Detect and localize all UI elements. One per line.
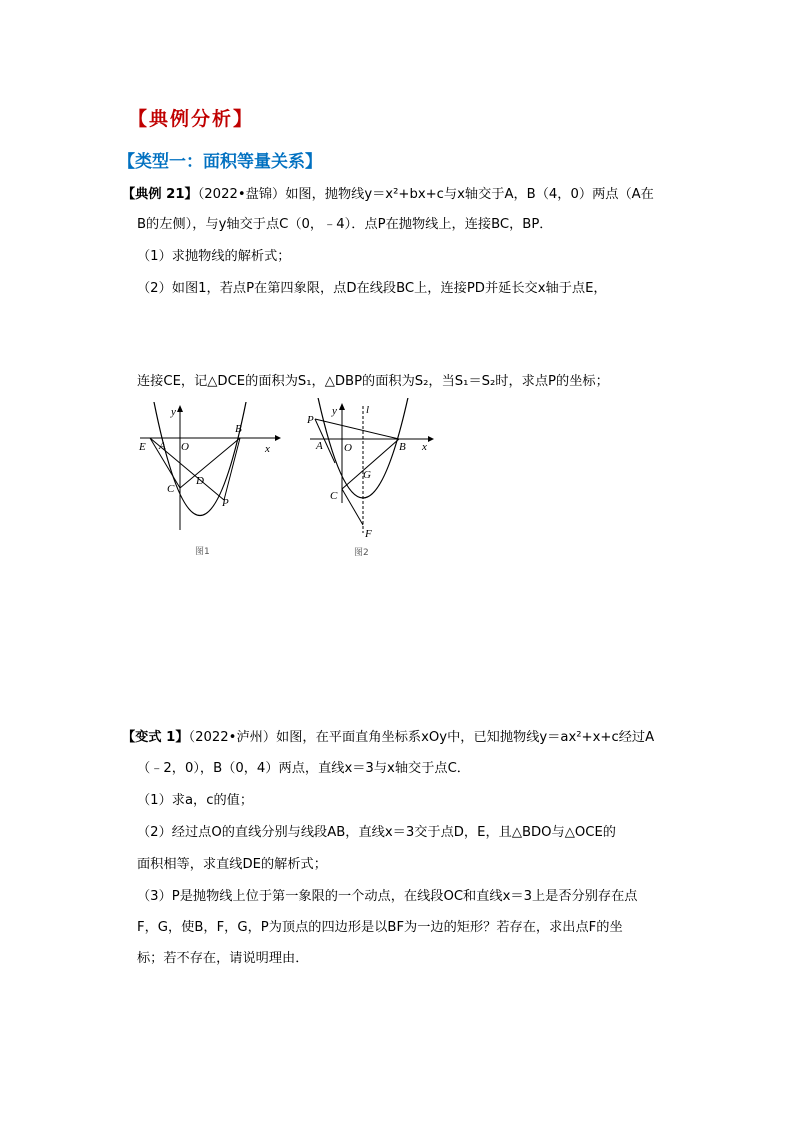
fig1-label-e: E (139, 441, 146, 453)
var1-q1: （1）求a，c的值； (137, 793, 254, 808)
fig2-label-c: C (330, 490, 338, 502)
fig1-caption: 图1 (195, 547, 210, 557)
ex21-tag: 【典例 21】 (122, 187, 198, 202)
fig1-line-bp (224, 438, 240, 500)
fig1-label-d: D (196, 475, 204, 487)
fig1-parabola (152, 402, 248, 516)
fig1-y-arrow (177, 405, 183, 412)
fig1-label-b: B (235, 423, 242, 435)
fig1-label-o: O (181, 441, 189, 453)
figure-2 (300, 398, 440, 563)
fig2-x-arrow (428, 436, 434, 442)
var1-q2: （2）经过点O的直线分别与线段AB，直线x＝3交于点D，E，且△BDO与△OCE的 (137, 825, 616, 840)
figure-1 (135, 402, 285, 562)
var1-text1: （2022•泸州）如图，在平面直角坐标系xOy中，已知抛物线y＝ax²+x+c经过A (188, 730, 655, 745)
fig2-label-g: G (363, 469, 371, 481)
fig1-label-c: C (167, 483, 175, 495)
fig1-x-arrow (275, 435, 281, 441)
fig2-label-o: O (344, 442, 352, 454)
fig2-label-x: x (422, 441, 427, 453)
fig1-label-y: y (171, 406, 176, 418)
ex21-q2-cont: 连接CE，记△DCE的面积为S₁，△DBP的面积为S₂，当S₁＝S₂时，求点P的坐标； (137, 374, 609, 389)
fig2-line-cf (342, 489, 363, 525)
var1-q3-cont: F，G，使B，F，G，P为顶点的四边形是以BF为一边的矩形？若存在，求出点F的坐 (137, 920, 623, 935)
var1-q3: （3）P是抛物线上位于第一象限的一个动点，在线段OC和直线x＝3上是否分别存在点 (137, 889, 638, 904)
ex21-line1 (122, 186, 654, 204)
fig2-caption: 图2 (354, 548, 369, 558)
ex21-line2: B的左侧），与y轴交于点C（0，﹣4）．点P在抛物线上，连接BC，BP． (137, 217, 553, 232)
var1-tag: 【变式 1】 (122, 730, 189, 745)
var1-line2: （﹣2，0），B（0，4）两点，直线x＝3与x轴交于点C． (137, 761, 470, 776)
var1-q3-cont2: 标；若不存在，请说明理由． (137, 951, 309, 966)
fig2-label-f: F (365, 528, 372, 540)
fig2-label-l: l (366, 404, 370, 416)
var1-q2-cont: 面积相等，求直线DE的解析式； (137, 857, 327, 872)
fig2-label-y: y (332, 405, 337, 417)
fig1-label-a: A (159, 440, 166, 452)
fig2-y-arrow (339, 403, 345, 410)
var1-line1 (122, 729, 654, 747)
type-title: 【类型一：面积等量关系】 (118, 152, 322, 172)
ex21-text1: （2022•盘锦）如图，抛物线y＝x²+bx+c与x轴交于A，B（4，0）两点（A在 (197, 187, 654, 202)
ex21-q1: （1）求抛物线的解析式； (137, 249, 291, 264)
fig1-label-x: x (265, 443, 270, 455)
ex21-q2: （2）如图1，若点P在第四象限，点D在线段BC上，连接PD并延长交x轴于点E， (137, 281, 607, 296)
section-title: 【典例分析】 (128, 108, 255, 130)
fig2-label-b: B (399, 441, 406, 453)
fig2-label-p: P (307, 414, 314, 426)
fig1-label-p: P (222, 497, 229, 509)
fig2-label-a: A (316, 440, 323, 452)
